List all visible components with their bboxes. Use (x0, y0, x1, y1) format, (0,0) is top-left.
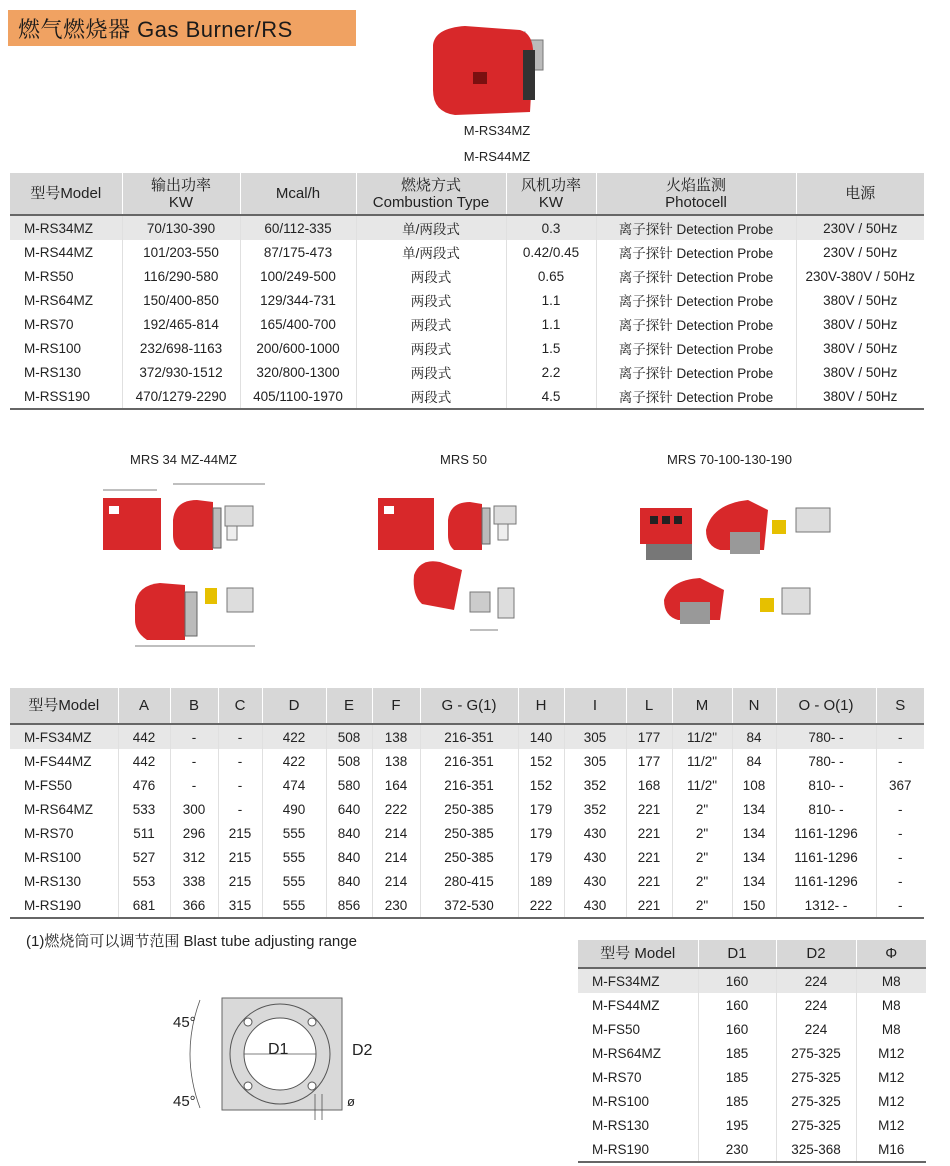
table-row (578, 1113, 926, 1137)
table-cell: M8 (856, 993, 926, 1017)
table-cell: 11/2" (672, 749, 732, 773)
table-cell: 230V / 50Hz (796, 215, 924, 240)
table-cell: 232/698-1163 (122, 336, 240, 360)
table-row (10, 869, 924, 893)
dim-header-h: H (518, 688, 564, 724)
table-cell: 315 (218, 893, 262, 918)
table-row (10, 797, 924, 821)
table-cell: 230V-380V / 50Hz (796, 264, 924, 288)
diagram-label-2: MRS 50 (440, 452, 487, 467)
dim-header-g: G - G(1) (420, 688, 518, 724)
page-title-bar (8, 10, 356, 46)
spec-table (10, 173, 924, 410)
table-cell-model: M-RS70 (24, 825, 74, 841)
table-cell: - (170, 749, 218, 773)
table-cell: M8 (856, 968, 926, 993)
table-cell-model: M-RS34MZ (10, 215, 122, 240)
table-cell: 134 (732, 869, 776, 893)
table-cell: 215 (218, 869, 262, 893)
table-cell: 476 (118, 773, 170, 797)
table-cell-model: M-RS190 (578, 1137, 698, 1162)
table-cell: 422 (262, 749, 326, 773)
table-cell: - (876, 869, 924, 893)
table-cell: 380V / 50Hz (796, 336, 924, 360)
table-row (10, 773, 924, 797)
table-cell: 116/290-580 (122, 264, 240, 288)
dim-header-s: S (876, 688, 924, 724)
table-row (10, 845, 924, 869)
table-cell-model: M-RS44MZ (24, 244, 94, 260)
table-row (10, 749, 924, 773)
table-cell: 两段式 (356, 360, 506, 384)
table-cell: 380V / 50Hz (796, 312, 924, 336)
table-cell: 216-351 (420, 773, 518, 797)
table-cell: 555 (262, 821, 326, 845)
table-cell: 离子探针 Detection Probe (596, 312, 796, 336)
spec-header-kw: 输出功率 KW (122, 173, 240, 215)
table-cell: - (876, 845, 924, 869)
table-cell: 215 (218, 821, 262, 845)
dim-header-i: I (564, 688, 626, 724)
table-cell: 490 (262, 797, 326, 821)
table-cell: 1.5 (506, 336, 596, 360)
table-cell: 555 (262, 869, 326, 893)
table-cell: M12 (856, 1113, 926, 1137)
table-cell-model: M-RS64MZ (24, 292, 94, 308)
table-cell: 527 (118, 845, 170, 869)
table-cell: 0.3 (506, 215, 596, 240)
table-row (10, 821, 924, 845)
table-cell: 221 (626, 893, 672, 918)
table-cell-model: M-FS44MZ (24, 753, 92, 769)
table-cell: 177 (626, 749, 672, 773)
diagram-mrs70-190 (620, 480, 850, 650)
table-cell: 214 (372, 845, 420, 869)
table-cell: 320/800-1300 (240, 360, 356, 384)
table-cell: 138 (372, 749, 420, 773)
table-cell: 192/465-814 (122, 312, 240, 336)
table-row (578, 968, 926, 993)
table-cell: 0.42/0.45 (506, 240, 596, 264)
table-cell: 185 (698, 1089, 776, 1113)
table-cell: 两段式 (356, 336, 506, 360)
table-cell: 508 (326, 749, 372, 773)
table-row (10, 893, 924, 918)
table-cell: 224 (776, 1017, 856, 1041)
table-cell: 离子探针 Detection Probe (596, 288, 796, 312)
table-cell: 179 (518, 821, 564, 845)
table-cell-model: M-RS70 (592, 1069, 642, 1085)
table-cell: 214 (372, 869, 420, 893)
table-cell: 1.1 (506, 312, 596, 336)
table-cell-model: M-RS64MZ (24, 801, 94, 817)
table-cell: 325-368 (776, 1137, 856, 1162)
table-row (578, 993, 926, 1017)
table-cell: - (218, 724, 262, 749)
diagram-mrs34-44 (85, 480, 285, 660)
table-cell: M12 (856, 1089, 926, 1113)
table-cell: 4.5 (506, 384, 596, 409)
table-cell: 160 (698, 1017, 776, 1041)
table-cell-model: M-FS44MZ (592, 997, 660, 1013)
table-cell-model: M-RS190 (10, 893, 118, 918)
flange-diagram (160, 990, 410, 1140)
burner-product-image (425, 20, 575, 120)
table-cell: 372-530 (420, 893, 518, 918)
table-cell: 810- - (776, 773, 876, 797)
table-cell: 2" (672, 869, 732, 893)
table-row (10, 288, 924, 312)
table-cell: 152 (518, 749, 564, 773)
table-cell: 681 (118, 893, 170, 918)
table-row (578, 1065, 926, 1089)
table-cell: 338 (170, 869, 218, 893)
table-cell: 离子探针 Detection Probe (596, 215, 796, 240)
flange-header-d1: D1 (698, 940, 776, 968)
table-cell: 312 (170, 845, 218, 869)
flange-table-body (578, 968, 926, 1162)
table-cell: 780- - (776, 724, 876, 749)
table-cell: 430 (564, 893, 626, 918)
table-cell: 216-351 (420, 749, 518, 773)
table-cell: 150 (732, 893, 776, 918)
table-cell: 367 (876, 773, 924, 797)
table-row (10, 312, 924, 336)
table-cell: 250-385 (420, 845, 518, 869)
spec-header-photocell: 火焰监测 Photocell (596, 173, 796, 215)
spec-header-combustion: 燃烧方式 Combustion Type (356, 173, 506, 215)
table-cell: 580 (326, 773, 372, 797)
table-cell: 810- - (776, 797, 876, 821)
table-cell: 152 (518, 773, 564, 797)
dimension-table-body (10, 724, 924, 918)
table-cell: 200/600-1000 (240, 336, 356, 360)
table-cell-model: M-RS130 (592, 1117, 650, 1133)
dim-header-c: C (218, 688, 262, 724)
table-cell: 430 (564, 821, 626, 845)
table-cell-model: M-RS130 (24, 873, 82, 889)
table-cell: 780- - (776, 749, 876, 773)
table-cell: 221 (626, 869, 672, 893)
table-cell: 305 (564, 749, 626, 773)
table-cell: 555 (262, 893, 326, 918)
table-cell: 352 (564, 797, 626, 821)
table-cell: 1161-1296 (776, 845, 876, 869)
flange-header-model: 型号 Model (578, 940, 698, 968)
table-cell: 185 (698, 1041, 776, 1065)
table-cell: 两段式 (356, 264, 506, 288)
table-cell: 380V / 50Hz (796, 384, 924, 409)
dim-header-n: N (732, 688, 776, 724)
table-cell: - (876, 821, 924, 845)
table-cell: - (218, 797, 262, 821)
table-cell: 2" (672, 845, 732, 869)
table-cell: 177 (626, 724, 672, 749)
table-cell: 230 (698, 1137, 776, 1162)
table-cell: 离子探针 Detection Probe (596, 240, 796, 264)
table-cell: - (876, 797, 924, 821)
table-cell: 离子探针 Detection Probe (596, 336, 796, 360)
table-cell: 380V / 50Hz (796, 360, 924, 384)
table-cell-model: M-RS130 (24, 364, 82, 380)
table-cell: 221 (626, 821, 672, 845)
table-cell: 555 (262, 845, 326, 869)
table-row (10, 264, 924, 288)
table-cell: 224 (776, 968, 856, 993)
table-cell: 305 (564, 724, 626, 749)
dim-header-e: E (326, 688, 372, 724)
diagram-label-1: MRS 34 MZ-44MZ (130, 452, 237, 467)
table-row (578, 1041, 926, 1065)
table-row (578, 1089, 926, 1113)
table-cell: 352 (564, 773, 626, 797)
table-cell: 372/930-1512 (122, 360, 240, 384)
table-cell: 0.65 (506, 264, 596, 288)
table-cell: 215 (218, 845, 262, 869)
table-cell: 214 (372, 821, 420, 845)
table-cell-model: M-RS50 (24, 268, 74, 284)
table-cell: 508 (326, 724, 372, 749)
table-cell: M12 (856, 1065, 926, 1089)
table-cell: - (170, 724, 218, 749)
table-cell: 11/2" (672, 724, 732, 749)
table-cell-model: M-FS50 (592, 1021, 641, 1037)
diagram-mrs50 (370, 480, 570, 650)
table-cell: 189 (518, 869, 564, 893)
table-cell-model: M-RS100 (24, 340, 82, 356)
table-cell: 140 (518, 724, 564, 749)
table-cell: 230 (372, 893, 420, 918)
table-cell: 84 (732, 724, 776, 749)
table-cell: 840 (326, 869, 372, 893)
table-cell: 296 (170, 821, 218, 845)
table-cell: 1.1 (506, 288, 596, 312)
table-cell: - (876, 749, 924, 773)
table-cell: 两段式 (356, 312, 506, 336)
table-cell: 470/1279-2290 (122, 384, 240, 409)
table-cell: 275-325 (776, 1089, 856, 1113)
table-cell: 134 (732, 797, 776, 821)
table-cell: 84 (732, 749, 776, 773)
table-cell: 856 (326, 893, 372, 918)
table-cell: 60/112-335 (240, 215, 356, 240)
table-cell: 195 (698, 1113, 776, 1137)
table-cell: - (218, 773, 262, 797)
spec-header-mcal: Mcal/h (240, 173, 356, 215)
table-cell: 222 (372, 797, 420, 821)
table-cell: 474 (262, 773, 326, 797)
table-row (578, 1017, 926, 1041)
table-cell-model: M-FS50 (24, 777, 73, 793)
table-cell-model: M-RS100 (592, 1093, 650, 1109)
dim-header-o: O - O(1) (776, 688, 876, 724)
flange-table (578, 940, 926, 1163)
table-cell: 222 (518, 893, 564, 918)
spec-header-model: 型号Model (10, 173, 122, 215)
table-cell-model: M-FS34MZ (578, 968, 698, 993)
table-cell: 442 (118, 749, 170, 773)
table-cell: - (876, 893, 924, 918)
diagram-label-3: MRS 70-100-130-190 (667, 452, 793, 467)
table-cell: 430 (564, 845, 626, 869)
product-caption-2: M-RS44MZ (463, 149, 531, 164)
table-cell: 275-325 (776, 1041, 856, 1065)
table-row (578, 1137, 926, 1162)
page-title: 燃气燃烧器 Gas Burner/RS (18, 16, 293, 42)
table-cell: 380V / 50Hz (796, 288, 924, 312)
table-cell: 165/400-700 (240, 312, 356, 336)
dim-header-f: F (372, 688, 420, 724)
table-row (10, 336, 924, 360)
flange-d2-label: D2 (352, 1042, 373, 1059)
table-cell: 280-415 (420, 869, 518, 893)
flange-phi-label: ø (347, 1094, 355, 1109)
table-cell: 221 (626, 845, 672, 869)
table-cell: 160 (698, 968, 776, 993)
table-cell: M8 (856, 1017, 926, 1041)
table-cell: 2" (672, 797, 732, 821)
dim-header-b: B (170, 688, 218, 724)
product-caption-1: M-RS34MZ (463, 123, 531, 138)
table-cell: 单/两段式 (356, 240, 506, 264)
table-cell: 640 (326, 797, 372, 821)
table-cell: 533 (118, 797, 170, 821)
table-cell: 108 (732, 773, 776, 797)
table-cell: M16 (856, 1137, 926, 1162)
table-cell: 100/249-500 (240, 264, 356, 288)
table-cell-model: M-RS64MZ (592, 1045, 662, 1061)
dimension-table (10, 688, 924, 919)
table-cell: 2" (672, 821, 732, 845)
table-cell: 224 (776, 993, 856, 1017)
flange-d1-label: D1 (268, 1041, 289, 1058)
table-cell: 87/175-473 (240, 240, 356, 264)
table-cell: 1161-1296 (776, 821, 876, 845)
flange-angle-top: 45° (173, 1014, 196, 1031)
table-cell: 138 (372, 724, 420, 749)
table-cell: 250-385 (420, 821, 518, 845)
table-cell: 两段式 (356, 288, 506, 312)
table-row (10, 240, 924, 264)
table-cell: 1161-1296 (776, 869, 876, 893)
table-cell: 11/2" (672, 773, 732, 797)
table-cell: 2" (672, 893, 732, 918)
spec-header-fan: 风机功率 KW (506, 173, 596, 215)
table-cell: - (218, 749, 262, 773)
table-cell: 275-325 (776, 1065, 856, 1089)
dim-header-model: 型号Model (10, 688, 118, 724)
dim-header-l: L (626, 688, 672, 724)
table-cell: 511 (118, 821, 170, 845)
table-cell: 185 (698, 1065, 776, 1089)
table-cell: 168 (626, 773, 672, 797)
table-cell: 101/203-550 (122, 240, 240, 264)
blast-tube-note: (1)燃烧筒可以调节范围 Blast tube adjusting range (26, 933, 357, 950)
table-cell: M12 (856, 1041, 926, 1065)
table-cell: 单/两段式 (356, 215, 506, 240)
table-cell: 216-351 (420, 724, 518, 749)
table-cell: 179 (518, 845, 564, 869)
table-cell: 442 (118, 724, 170, 749)
table-cell: 134 (732, 821, 776, 845)
flange-angle-bottom: 45° (173, 1093, 196, 1110)
table-cell: 230V / 50Hz (796, 240, 924, 264)
table-cell: 134 (732, 845, 776, 869)
table-cell: 366 (170, 893, 218, 918)
table-cell: - (170, 773, 218, 797)
table-cell: 221 (626, 797, 672, 821)
table-cell: 2.2 (506, 360, 596, 384)
table-cell: 553 (118, 869, 170, 893)
table-cell: 两段式 (356, 384, 506, 409)
table-cell-model: M-RSS190 (10, 384, 122, 409)
spec-header-power: 电源 (796, 173, 924, 215)
table-cell: 300 (170, 797, 218, 821)
table-cell: 840 (326, 821, 372, 845)
table-cell: 离子探针 Detection Probe (596, 360, 796, 384)
table-cell: 275-325 (776, 1113, 856, 1137)
table-row (10, 724, 924, 749)
table-cell: 422 (262, 724, 326, 749)
dim-header-d: D (262, 688, 326, 724)
table-cell: 179 (518, 797, 564, 821)
table-cell: 164 (372, 773, 420, 797)
table-cell: 129/344-731 (240, 288, 356, 312)
table-cell-model: M-RS70 (24, 316, 74, 332)
table-cell: 150/400-850 (122, 288, 240, 312)
flange-header-d2: D2 (776, 940, 856, 968)
spec-table-body (10, 215, 924, 409)
table-row (10, 360, 924, 384)
table-cell: 840 (326, 845, 372, 869)
table-cell: 离子探针 Detection Probe (596, 264, 796, 288)
table-cell: 160 (698, 993, 776, 1017)
dim-header-m: M (672, 688, 732, 724)
table-cell: 405/1100-1970 (240, 384, 356, 409)
table-cell: 1312- - (776, 893, 876, 918)
table-row (10, 215, 924, 240)
table-cell-model: M-RS100 (24, 849, 82, 865)
table-cell: 70/130-390 (122, 215, 240, 240)
dim-header-a: A (118, 688, 170, 724)
table-cell: 离子探针 Detection Probe (596, 384, 796, 409)
table-row (10, 384, 924, 409)
flange-header-phi: Φ (856, 940, 926, 968)
table-cell-model: M-FS34MZ (10, 724, 118, 749)
table-cell: 430 (564, 869, 626, 893)
table-cell: - (876, 724, 924, 749)
table-cell: 250-385 (420, 797, 518, 821)
